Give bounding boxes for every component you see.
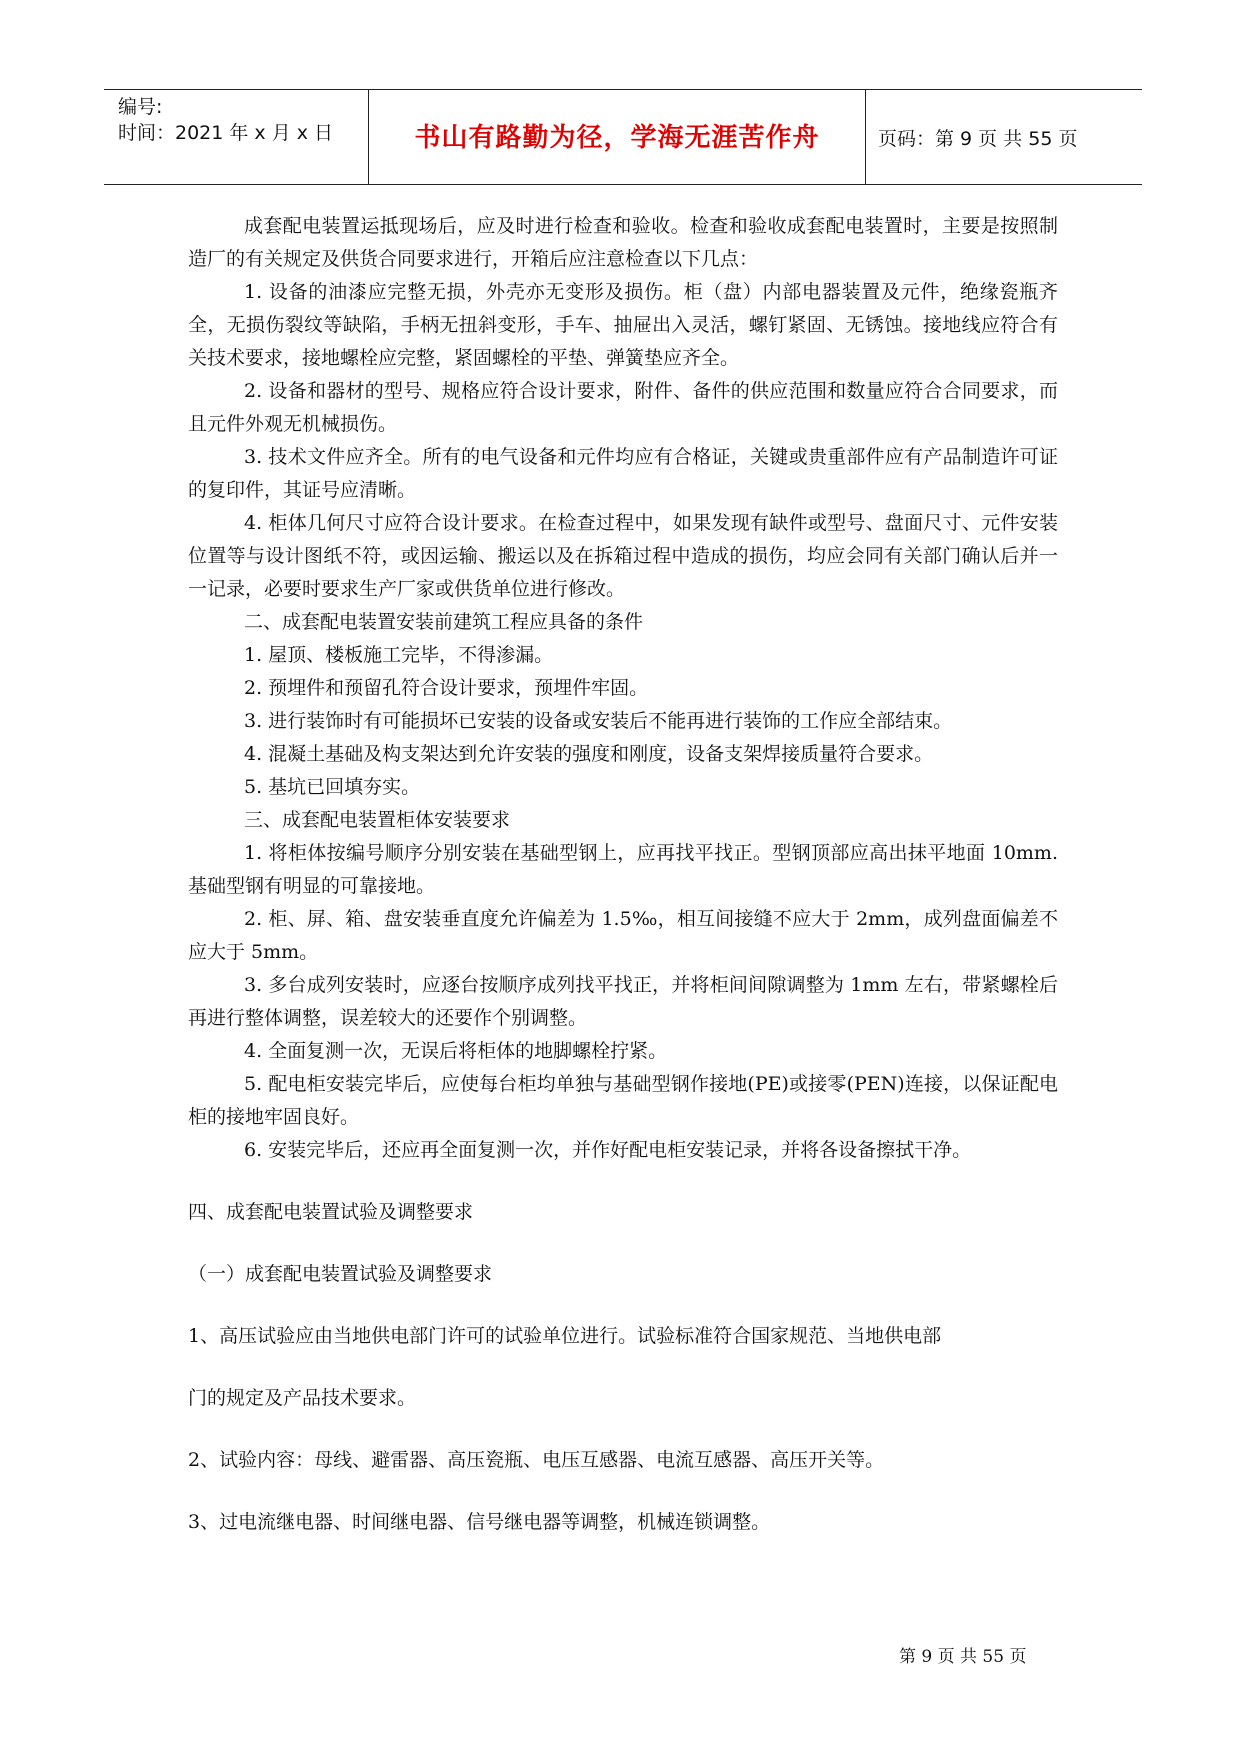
paragraph-check-2: 2. 设备和器材的型号、规格应符合设计要求，附件、备件的供应范围和数量应符合合同要求，而且元件外观无机械损伤。 [188, 380, 1058, 435]
paragraph-check-1: 1. 设备的油漆应完整无损，外壳亦无变形及损伤。柜（盘）内部电器装置及元件，绝缘瓷瓶齐全，无损伤裂纹等缺陷，手柄无扭斜变形，手车、抽屉出入灵活，螺钉紧固、无锈蚀。接地线应符合有关技术要求，接地螺栓应完整，紧固螺栓的平垫、弹簧垫应齐全。 [188, 281, 1058, 369]
paragraph-install-5: 5. 配电柜安装完毕后，应使每台柜均单独与基础型钢作接地(PE)或接零(PEN)连接，以保证配电柜的接地牢固良好。 [188, 1073, 1058, 1128]
header-left-cell [104, 90, 368, 184]
paragraph-condition-1: 1. 屋顶、楼板施工完毕，不得渗漏。 [244, 644, 554, 666]
paragraph-install-4: 4. 全面复测一次，无误后将柜体的地脚螺栓拧紧。 [244, 1040, 668, 1062]
test-item-1-line-2: 门的规定及产品技术要求。 [188, 1387, 417, 1409]
paragraph-install-3: 3. 多台成列安装时，应逐台按顺序成列找平找正，并将柜间间隙调整为 1mm 左右，带紧螺栓后再进行整体调整，误差较大的还要作个别调整。 [188, 974, 1058, 1029]
header-motto: 书山有路勤为径，学海无涯苦作舟 [414, 123, 820, 153]
paragraph-condition-3: 3. 进行装饰时有可能损坏已安装的设备或安装后不能再进行装饰的工作应全部结束。 [244, 710, 953, 732]
document-time-label: 时间：2021 年 x 月 x 日 [118, 122, 334, 144]
section-4-heading: 四、成套配电装置试验及调整要求 [188, 1201, 474, 1223]
paragraph-condition-5: 5. 基坑已回填夯实。 [244, 776, 421, 798]
paragraph-install-2: 2. 柜、屏、箱、盘安装垂直度允许偏差为 1.5‰，相互间接缝不应大于 2mm，成列盘面偏差不应大于 5mm。 [188, 908, 1058, 963]
header-right-cell [865, 90, 1142, 184]
paragraph-condition-2: 2. 预埋件和预留孔符合设计要求，预埋件牢固。 [244, 677, 649, 699]
header-middle-cell [368, 90, 866, 184]
document-number-label: 编号: [118, 96, 163, 118]
document-header [104, 89, 1142, 185]
test-item-2: 2、试验内容：母线、避雷器、高压瓷瓶、电压互感器、电流互感器、高压开关等。 [188, 1449, 885, 1471]
section-3-heading: 三、成套配电装置柜体安装要求 [244, 809, 511, 831]
paragraph-check-3: 3. 技术文件应齐全。所有的电气设备和元件均应有合格证，关键或贵重部件应有产品制造许可证的复印件，其证号应清晰。 [188, 446, 1058, 501]
paragraph-install-1: 1. 将柜体按编号顺序分别安装在基础型钢上，应再找平找正。型钢顶部应高出抹平地面 10mm. 基础型钢有明显的可靠接地。 [188, 842, 1058, 897]
test-item-3: 3、过电流继电器、时间继电器、信号继电器等调整，机械连锁调整。 [188, 1511, 771, 1533]
header-page-info: 页码：第 9 页 共 55 页 [878, 128, 1078, 150]
section-4-subheading: （一）成套配电装置试验及调整要求 [188, 1263, 493, 1285]
test-item-1-line-1: 1、高压试验应由当地供电部门许可的试验单位进行。试验标准符合国家规范、当地供电部 [188, 1325, 942, 1347]
paragraph-install-6: 6. 安装完毕后，还应再全面复测一次，并作好配电柜安装记录，并将各设备擦拭干净。 [244, 1139, 972, 1161]
paragraph-intro: 成套配电装置运抵现场后，应及时进行检查和验收。检查和验收成套配电装置时，主要是按照制造厂的有关规定及供货合同要求进行，开箱后应注意检查以下几点： [188, 215, 1058, 270]
page-footer: 第 9 页 共 55 页 [899, 1647, 1027, 1667]
paragraph-condition-4: 4. 混凝土基础及构支架达到允许安装的强度和刚度，设备支架焊接质量符合要求。 [244, 743, 934, 765]
section-2-heading: 二、成套配电装置安装前建筑工程应具备的条件 [244, 611, 644, 633]
paragraph-check-4: 4. 柜体几何尺寸应符合设计要求。在检查过程中，如果发现有缺件或型号、盘面尺寸、元件安装位置等与设计图纸不符，或因运输、搬运以及在拆箱过程中造成的损伤，均应会同有关部门确认后并一一记录，必要时要求生产厂家或供货单位进行修改。 [188, 512, 1058, 600]
